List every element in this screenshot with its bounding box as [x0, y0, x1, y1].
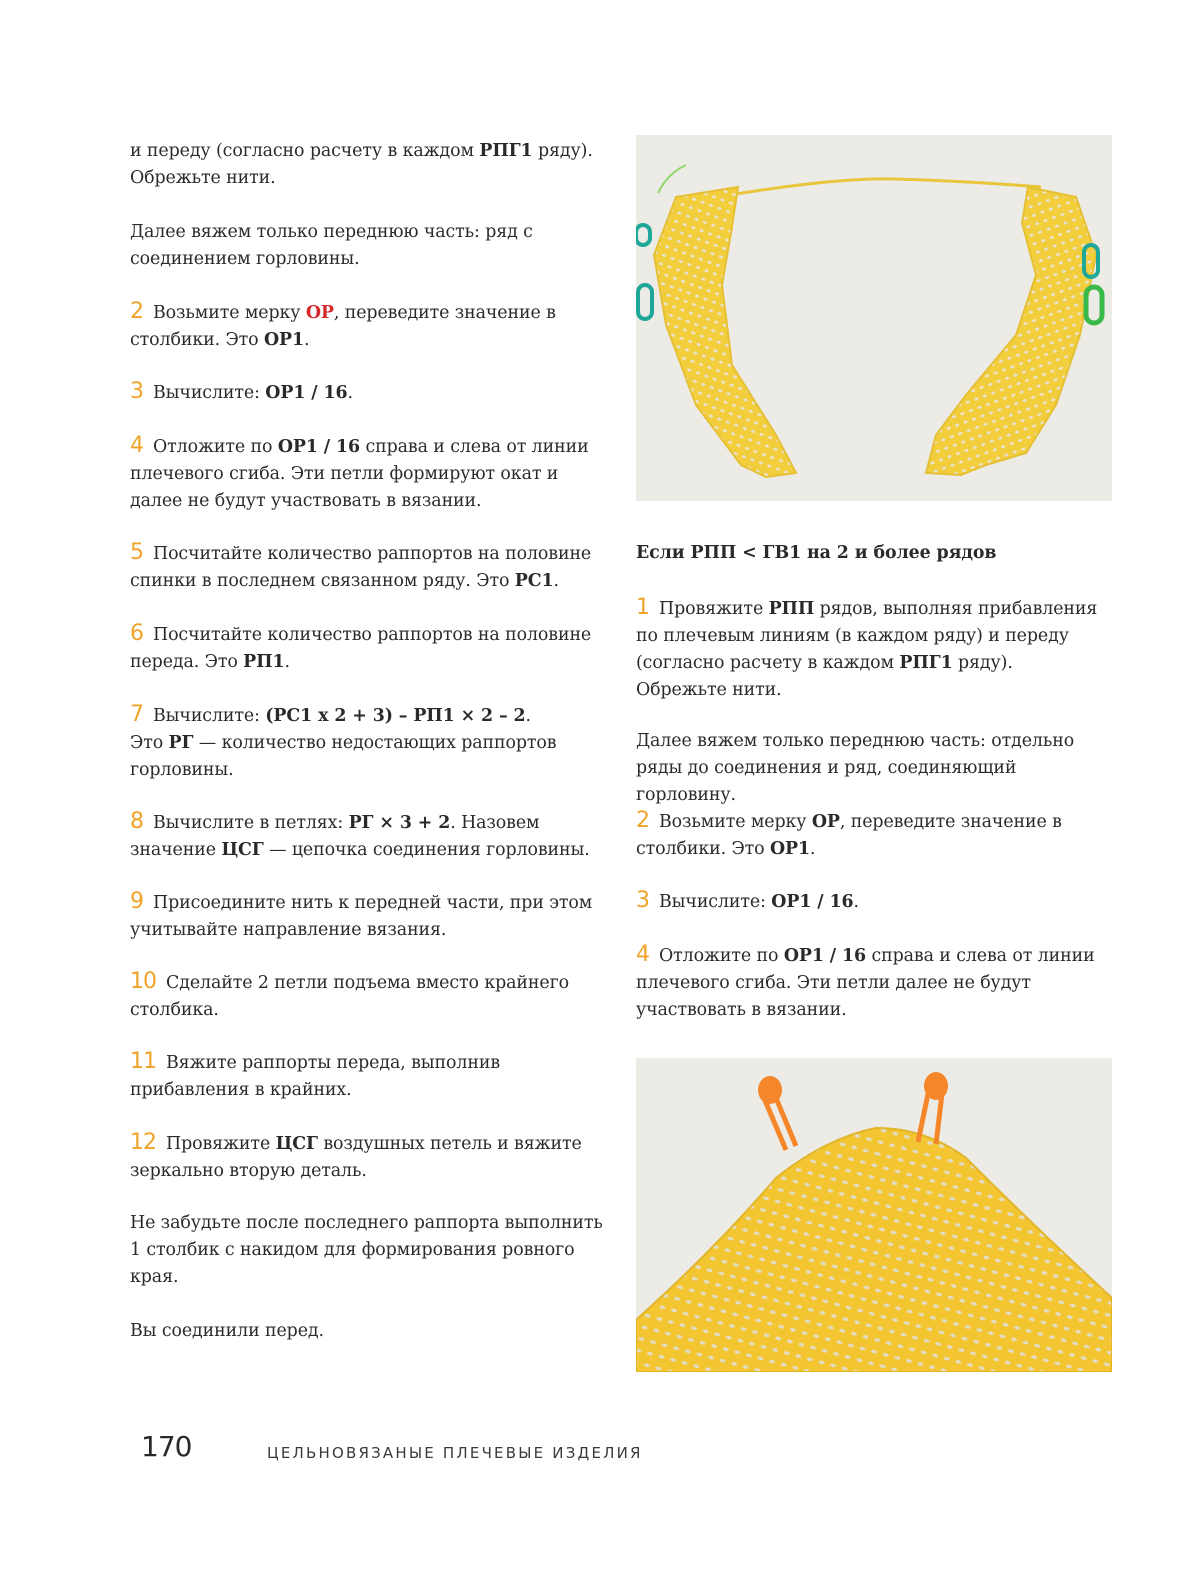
step-5: 5 Посчитайте количество раппортов на половине спинки в последнем связанном ряду. Это РС1.: [130, 540, 592, 591]
right-step-1: 1 Провяжите РПП рядов, выполняя прибавления по плечевым линиям (в каждом ряду) и переду (согласно расчету в каждом РПГ1 ряду). Обрежьте нити.: [636, 595, 1098, 700]
step-number: 12: [130, 1130, 156, 1155]
step-number: 1: [636, 595, 649, 620]
step-2: 2 Возьмите мерку ОР, переведите значение в столбики. Это ОР1.: [130, 299, 556, 350]
right-step-3: 3 Вычислите: ОР1 / 16.: [636, 888, 859, 913]
step-number: 4: [130, 433, 143, 458]
step-12: 12 Провяжите ЦСГ воздушных петель и вяжите зеркально вторую деталь.: [130, 1130, 582, 1181]
front-part-paragraph: Далее вяжем только переднюю часть: ряд с соединением горловины.: [130, 222, 533, 269]
step-7: 7 Вычислите: (РС1 х 2 + 3) – РП1 × 2 – 2. Это РГ — количество недостающих раппортов горловины.: [130, 702, 557, 780]
section-heading: Если РПП < ГВ1 на 2 и более рядов: [636, 543, 997, 563]
step-11: 11 Вяжите раппорты переда, выполнив прибавления в крайних.: [130, 1049, 501, 1100]
step-number: 8: [130, 809, 143, 834]
step-10: 10 Сделайте 2 петли подъема вместо крайнего столбика.: [130, 969, 569, 1020]
intro-paragraph: и переду (согласно расчету в каждом РПГ1 ряду). Обрежьте нити.: [130, 141, 593, 188]
step-number: 7: [130, 702, 143, 727]
step-number: 2: [636, 808, 649, 833]
step-number: 6: [130, 621, 143, 646]
step-4: 4 Отложите по ОР1 / 16 справа и слева от линии плечевого сгиба. Эти петли формируют окат и далее не будут участвовать в вязании.: [130, 433, 589, 511]
step-number: 3: [636, 888, 649, 913]
crochet-fabric-photo: [636, 1058, 1112, 1372]
right-step-4: 4 Отложите по ОР1 / 16 справа и слева от линии плечевого сгиба. Эти петли далее не будут участвовать в вязании.: [636, 942, 1095, 1020]
step-8: 8 Вычислите в петлях: РГ × 3 + 2. Назовем значение ЦСГ — цепочка соединения горловины.: [130, 809, 590, 860]
step-3: 3 Вычислите: ОР1 / 16.: [130, 379, 353, 404]
note-paragraph: Не забудьте после последнего раппорта выполнить 1 столбик с накидом для формирования ровного края.: [130, 1213, 603, 1287]
crochet-straps-illustration: [636, 135, 1112, 501]
step-number: 2: [130, 299, 143, 324]
crochet-fabric-illustration: [636, 1058, 1112, 1372]
page-number: 170: [141, 1430, 192, 1463]
step-6: 6 Посчитайте количество раппортов на половине переда. Это РП1.: [130, 621, 592, 672]
step-number: 5: [130, 540, 143, 565]
right-step-2: 2 Возьмите мерку ОР, переведите значение в столбики. Это ОР1.: [636, 808, 1062, 859]
running-footer-title: ЦЕЛЬНОВЯЗАНЫЕ ПЛЕЧЕВЫЕ ИЗДЕЛИЯ: [267, 1444, 643, 1462]
step-number: 10: [130, 969, 156, 994]
conclusion-paragraph: Вы соединили перед.: [130, 1321, 324, 1341]
step-number: 9: [130, 889, 143, 914]
step-number: 11: [130, 1049, 156, 1074]
right-front-part-paragraph: Далее вяжем только переднюю часть: отдельно ряды до соединения и ряд, соединяющий горловину.: [636, 731, 1075, 805]
crochet-straps-photo: [636, 135, 1112, 501]
step-number: 4: [636, 942, 649, 967]
step-9: 9 Присоедините нить к передней части, при этом учитывайте направление вязания.: [130, 889, 593, 940]
step-number: 3: [130, 379, 143, 404]
